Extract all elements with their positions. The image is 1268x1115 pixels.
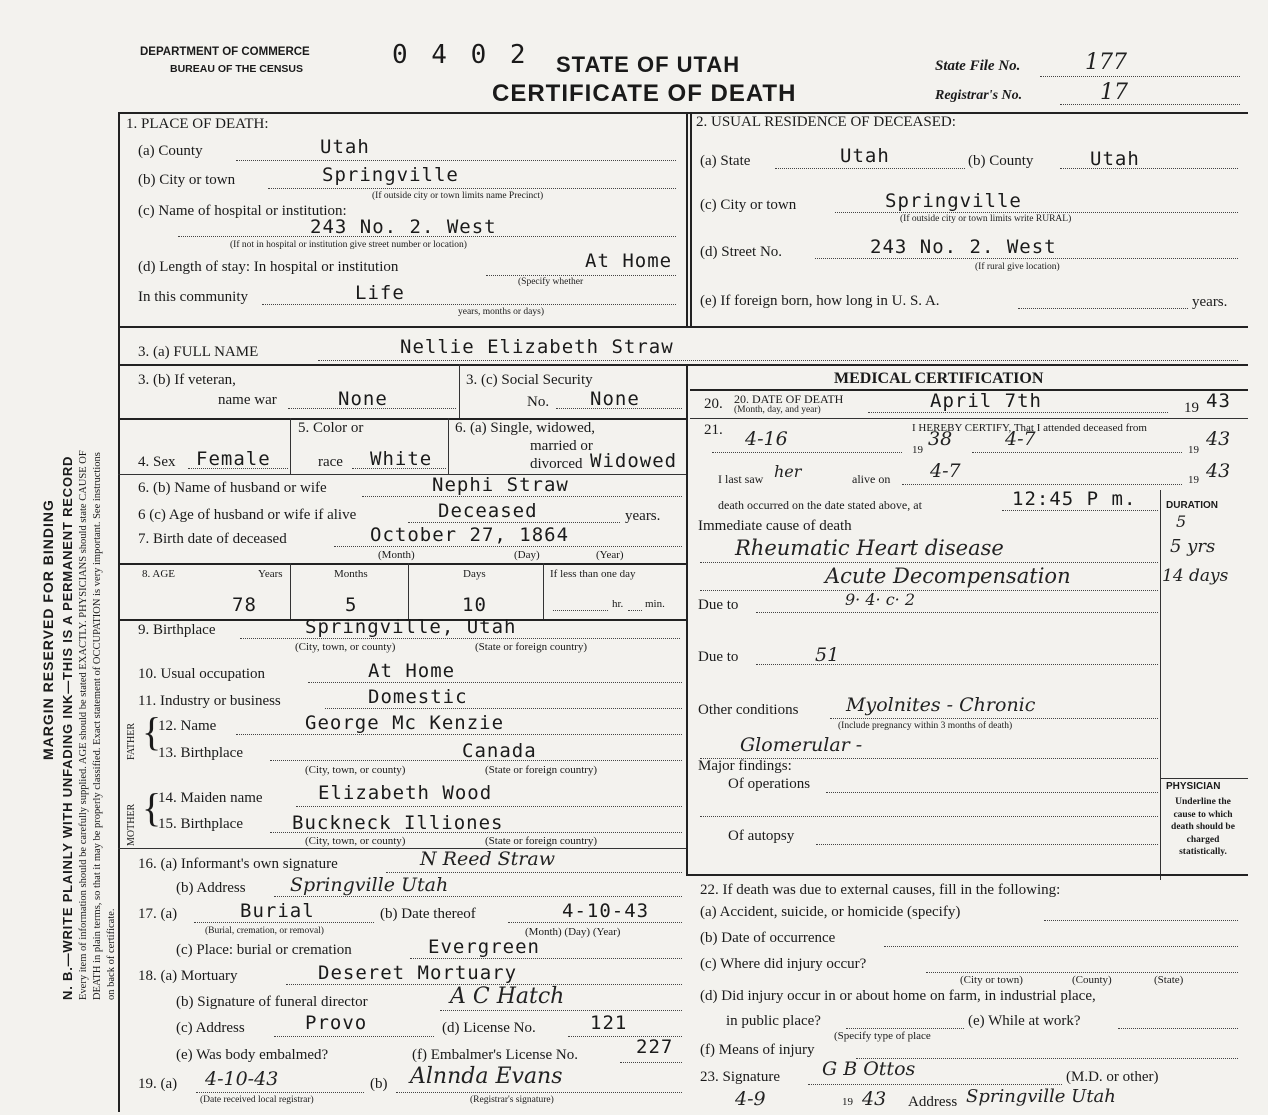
- item-21-label: 21.: [704, 422, 723, 438]
- place-of-death-heading: 1. PLACE OF DEATH:: [126, 116, 269, 132]
- external-d-2: in public place?: [726, 1013, 821, 1029]
- stay-note: (Specify whether: [518, 277, 584, 287]
- bureau-label: BUREAU OF THE CENSUS: [170, 63, 304, 75]
- received-note: (Date received local registrar): [200, 1095, 314, 1105]
- burial-place-value: Evergreen: [428, 936, 540, 958]
- spouse-age-label: 6 (c) Age of husband or wife if alive: [138, 507, 357, 523]
- res-county-value: Utah: [1090, 148, 1140, 170]
- birth-date-value: October 27, 1864: [370, 524, 570, 546]
- res-city-value: Springville: [885, 190, 1022, 212]
- margin-warning-text: N. B.—WRITE PLAINLY WITH UNFADING INK—THIS IS A PERMANENT RECORD: [60, 455, 75, 1000]
- immediate-cause-label: Immediate cause of death: [698, 518, 852, 534]
- external-c-note-3: (State): [1154, 974, 1184, 986]
- age-years-value: 78: [232, 594, 257, 616]
- disposal-date-label: (b) Date thereof: [380, 906, 476, 922]
- registrar-signature-note: (Registrar's signature): [470, 1095, 554, 1105]
- signature-address-value: Springville Utah: [966, 1086, 1116, 1107]
- res-street-label: (d) Street No.: [700, 244, 783, 260]
- birth-year-note: (Year): [596, 549, 624, 561]
- embalmer-license-label: (f) Embalmer's License No.: [412, 1047, 578, 1063]
- certificate-title: CERTIFICATE OF DEATH: [492, 80, 797, 107]
- external-a: (a) Accident, suicide, or homicide (specify): [700, 904, 961, 920]
- last-saw-pronoun: her: [774, 462, 802, 481]
- license-value: 121: [590, 1012, 628, 1034]
- veteran-war-label: name war: [218, 392, 277, 408]
- stay-value: At Home: [585, 250, 673, 272]
- color-label: 5. Color or: [298, 420, 364, 436]
- age-months-label: Months: [334, 568, 368, 580]
- certify-text: I HEREBY CERTIFY, That I attended deceased from: [912, 422, 1147, 434]
- physician-tag: PHYSICIAN: [1166, 781, 1221, 792]
- mother-bp-note-1: (City, town, or county): [305, 835, 406, 847]
- race-value: White: [370, 448, 433, 470]
- age-min-label: min.: [645, 598, 665, 610]
- age-hr-label: hr.: [612, 598, 624, 610]
- mother-name-label: 14. Maiden name: [158, 790, 263, 806]
- veteran-label: 3. (b) If veteran,: [138, 372, 236, 388]
- disposal-date-note: (Month) (Day) (Year): [525, 926, 621, 938]
- external-e: (e) While at work?: [968, 1013, 1081, 1029]
- registrar-signature-label: (b): [370, 1076, 388, 1092]
- birthplace-value: Springville, Utah: [305, 616, 517, 638]
- full-name-value: Nellie Elizabeth Straw: [400, 336, 674, 358]
- foreign-born-label: (e) If foreign born, how long in U. S. A.: [700, 293, 940, 309]
- res-city-label: (c) City or town: [700, 197, 797, 213]
- death-date-value: April 7th: [930, 390, 1042, 412]
- attended-from-year-prefix: 19: [912, 444, 923, 456]
- death-occurred-label: death occurred on the date stated above, at: [718, 498, 922, 512]
- father-bp-note-1: (City, town, or county): [305, 764, 406, 776]
- due-to-2-value: 51: [815, 644, 840, 666]
- mother-birthplace-label: 15. Birthplace: [158, 816, 243, 832]
- due-to-1-value: 9· 4· c· 2: [845, 590, 916, 609]
- birth-month-note: (Month): [378, 549, 415, 561]
- death-city-label: (b) City or town: [138, 172, 236, 188]
- margin-binding-text: MARGIN RESERVED FOR BINDING: [40, 499, 56, 760]
- birth-date-label: 7. Birth date of deceased: [138, 531, 287, 547]
- immediate-duration-top: 5: [1176, 512, 1187, 531]
- immediate-cause-2-duration: 14 days: [1162, 566, 1229, 586]
- signature-label: 23. Signature: [700, 1069, 780, 1085]
- death-year-value: 43: [1206, 390, 1231, 412]
- external-d: (d) Did injury occur in or about home on farm, in industrial place,: [700, 988, 1096, 1004]
- mortuary-address-value: Provo: [305, 1012, 368, 1034]
- informant-label: 16. (a) Informant's own signature: [138, 856, 338, 872]
- attended-from: 4-16: [745, 428, 788, 450]
- alive-on-label: alive on: [852, 472, 891, 486]
- dept-label: DEPARTMENT OF COMMERCE: [140, 46, 310, 58]
- residence-heading: 2. USUAL RESIDENCE OF DECEASED:: [696, 114, 956, 130]
- duration-label: DURATION: [1166, 500, 1219, 511]
- hospital-note: (If not in hospital or institution give street number or location): [230, 240, 467, 250]
- age-days-value: 10: [462, 594, 487, 616]
- spouse-value: Nephi Straw: [432, 474, 569, 496]
- state-file-value: 177: [1085, 50, 1127, 75]
- death-date-note: (Month, day, and year): [734, 405, 821, 415]
- signature-address-label: Address: [908, 1094, 958, 1110]
- community-note: years, months or days): [458, 307, 545, 317]
- death-county-label: (a) County: [138, 143, 203, 159]
- marital-label-3: divorced: [530, 456, 583, 472]
- industry-label: 11. Industry or business: [138, 693, 281, 709]
- death-city-value: Springville: [322, 164, 459, 186]
- disposal-value: Burial: [240, 900, 315, 922]
- external-c-note-2: (County): [1072, 974, 1112, 986]
- informant-address-value: Springville Utah: [290, 874, 449, 896]
- disposal-note: (Burial, cremation, or removal): [205, 926, 324, 936]
- mother-name-value: Elizabeth Wood: [318, 782, 493, 804]
- informant-signature: N Reed Straw: [420, 848, 555, 870]
- burial-place-label: (c) Place: burial or cremation: [176, 942, 352, 958]
- major-findings-label: Major findings:: [698, 758, 792, 774]
- signature-year-prefix: 19: [842, 1096, 853, 1108]
- immediate-cause-2: Acute Decompensation: [825, 564, 1071, 588]
- last-saw-label: I last saw: [718, 472, 764, 486]
- registrar-value: 17: [1100, 80, 1128, 105]
- attended-to-year: 43: [1206, 428, 1231, 450]
- res-state-label: (a) State: [700, 153, 751, 169]
- marital-label-2: married or: [530, 438, 593, 454]
- serial-number: 0 4 0 2: [392, 40, 530, 70]
- father-name-label: 12. Name: [158, 718, 217, 734]
- due-to-2-label: Due to: [698, 649, 739, 665]
- physician-note: Underline the cause to which death should be charged statistically.: [1171, 797, 1235, 857]
- spouse-age-unit: years.: [625, 508, 661, 524]
- md-label: (M.D. or other): [1066, 1069, 1159, 1085]
- license-label: (d) License No.: [442, 1020, 536, 1036]
- mortuary-label: 18. (a) Mortuary: [138, 968, 238, 984]
- father-birthplace-label: 13. Birthplace: [158, 745, 243, 761]
- birthplace-note-1: (City, town, or county): [295, 641, 396, 653]
- res-street-note: (If rural give location): [975, 262, 1060, 272]
- occupation-label: 10. Usual occupation: [138, 666, 266, 682]
- alive-on-value: 4-7: [930, 460, 961, 482]
- registrar-signature: Alnnda Evans: [410, 1064, 563, 1089]
- embalmed-label: (e) Was body embalmed?: [176, 1047, 329, 1063]
- external-c-note-1: (City or town): [960, 974, 1023, 986]
- res-county-label: (b) County: [968, 153, 1034, 169]
- autopsy-label: Of autopsy: [728, 828, 795, 844]
- res-city-note: (If outside city or town limits write RURAL): [900, 214, 1072, 224]
- received-date-value: 4-10-43: [205, 1068, 279, 1090]
- social-security-value: None: [590, 388, 640, 410]
- state-file-label: State File No.: [935, 58, 1021, 74]
- informant-address-label: (b) Address: [176, 880, 246, 896]
- external-heading: 22. If death was due to external causes, fill in the following:: [700, 882, 1061, 898]
- death-date-label: 20. DATE OF DEATH: [734, 392, 844, 406]
- mother-birthplace-value: Buckneck Illiones: [292, 812, 504, 834]
- alive-year-value: 43: [1206, 460, 1231, 482]
- attended-to-year-prefix: 19: [1188, 444, 1199, 456]
- death-city-note: (If outside city or town limits name Precinct): [372, 191, 544, 201]
- res-state-value: Utah: [840, 145, 890, 167]
- age-lessday-label: If less than one day: [550, 568, 636, 580]
- other-conditions-note: (Include pregnancy within 3 months of death): [838, 721, 1013, 731]
- community-value: Life: [355, 282, 405, 304]
- medical-heading: MEDICAL CERTIFICATION: [834, 370, 1044, 387]
- foreign-born-unit: years.: [1192, 294, 1228, 310]
- father-birthplace-value: Canada: [462, 740, 537, 762]
- veteran-value: None: [338, 388, 388, 410]
- external-b: (b) Date of occurrence: [700, 930, 836, 946]
- other-conditions-value: Myolnites - Chronic: [846, 694, 1036, 716]
- due-to-1-label: Due to: [698, 597, 739, 613]
- funeral-director-signature: A C Hatch: [450, 984, 565, 1009]
- death-year-prefix: 19: [1184, 400, 1199, 416]
- spouse-label: 6. (b) Name of husband or wife: [138, 480, 327, 496]
- operations-label: Of operations: [728, 776, 811, 792]
- attended-from-year: 38: [928, 428, 953, 450]
- full-name-label: 3. (a) FULL NAME: [138, 344, 259, 360]
- disposal-label: 17. (a): [138, 906, 178, 922]
- industry-value: Domestic: [368, 686, 468, 708]
- social-security-no-label: No.: [527, 394, 550, 410]
- birth-day-note: (Day): [514, 549, 540, 561]
- signature-date: 4-9: [735, 1088, 766, 1110]
- occupation-value: At Home: [368, 660, 456, 682]
- funeral-director-label: (b) Signature of funeral director: [176, 994, 368, 1010]
- age-months-value: 5: [345, 594, 358, 616]
- state-title: STATE OF UTAH: [556, 52, 741, 77]
- margin-instruction-2: DEATH in plain terms, so that it may be properly classified. Exact statement of OCCUPATION is very important. See instructions: [92, 452, 103, 1000]
- other-conditions-label: Other conditions: [698, 702, 799, 718]
- race-label: race: [318, 454, 343, 470]
- physician-signature: G B Ottos: [822, 1058, 916, 1080]
- social-security-label: 3. (c) Social Security: [466, 372, 593, 388]
- immediate-cause-1: Rheumatic Heart disease: [735, 536, 1004, 560]
- marital-value: Widowed: [590, 450, 678, 472]
- stay-label: (d) Length of stay: In hospital or institution: [138, 259, 399, 275]
- mortuary-value: Deseret Mortuary: [318, 962, 518, 984]
- alive-year-prefix: 19: [1188, 474, 1199, 486]
- external-f: (f) Means of injury: [700, 1042, 815, 1058]
- father-tag: FATHER: [126, 722, 137, 760]
- hospital-label: (c) Name of hospital or institution:: [138, 203, 347, 219]
- community-label: In this community: [138, 289, 248, 305]
- other-conditions-value-2: Glomerular -: [740, 734, 863, 756]
- received-label: 19. (a): [138, 1076, 178, 1092]
- external-d-note: (Specify type of place: [834, 1030, 931, 1042]
- age-days-label: Days: [463, 568, 486, 580]
- mother-bp-note-2: (State or foreign country): [485, 835, 598, 847]
- sex-value: Female: [196, 448, 271, 470]
- spouse-age-value: Deceased: [438, 500, 538, 522]
- marital-label: 6. (a) Single, widowed,: [455, 420, 595, 436]
- registrar-label: Registrar's No.: [935, 88, 1023, 103]
- age-label: 8. AGE: [142, 568, 175, 580]
- margin-instruction-3: on back of certificate.: [106, 908, 117, 1000]
- sex-label: 4. Sex: [138, 454, 176, 470]
- death-time-value: 12:45 P m.: [1012, 488, 1137, 510]
- death-county-value: Utah: [320, 136, 370, 158]
- mother-tag: MOTHER: [126, 803, 137, 846]
- immediate-cause-1-duration: 5 yrs: [1170, 536, 1216, 557]
- birthplace-label: 9. Birthplace: [138, 622, 216, 638]
- res-street-value: 243 No. 2. West: [870, 236, 1057, 258]
- margin-instruction-1: Every item of information should be carefully supplied. AGE should be stated EXACTLY. PHYSICIANS should state CAUSE OF: [78, 450, 89, 1000]
- mortuary-address-label: (c) Address: [176, 1020, 245, 1036]
- father-name-value: George Mc Kenzie: [305, 712, 505, 734]
- signature-year: 43: [862, 1088, 887, 1110]
- disposal-date-value: 4-10-43: [562, 900, 650, 922]
- embalmer-license-value: 227: [636, 1036, 674, 1058]
- father-bp-note-2: (State or foreign country): [485, 764, 598, 776]
- hospital-value: 243 No. 2. West: [310, 216, 497, 238]
- external-c: (c) Where did injury occur?: [700, 956, 867, 972]
- age-years-label: Years: [258, 568, 283, 580]
- birthplace-note-2: (State or foreign country): [475, 641, 588, 653]
- attended-to: 4-7: [1005, 428, 1036, 450]
